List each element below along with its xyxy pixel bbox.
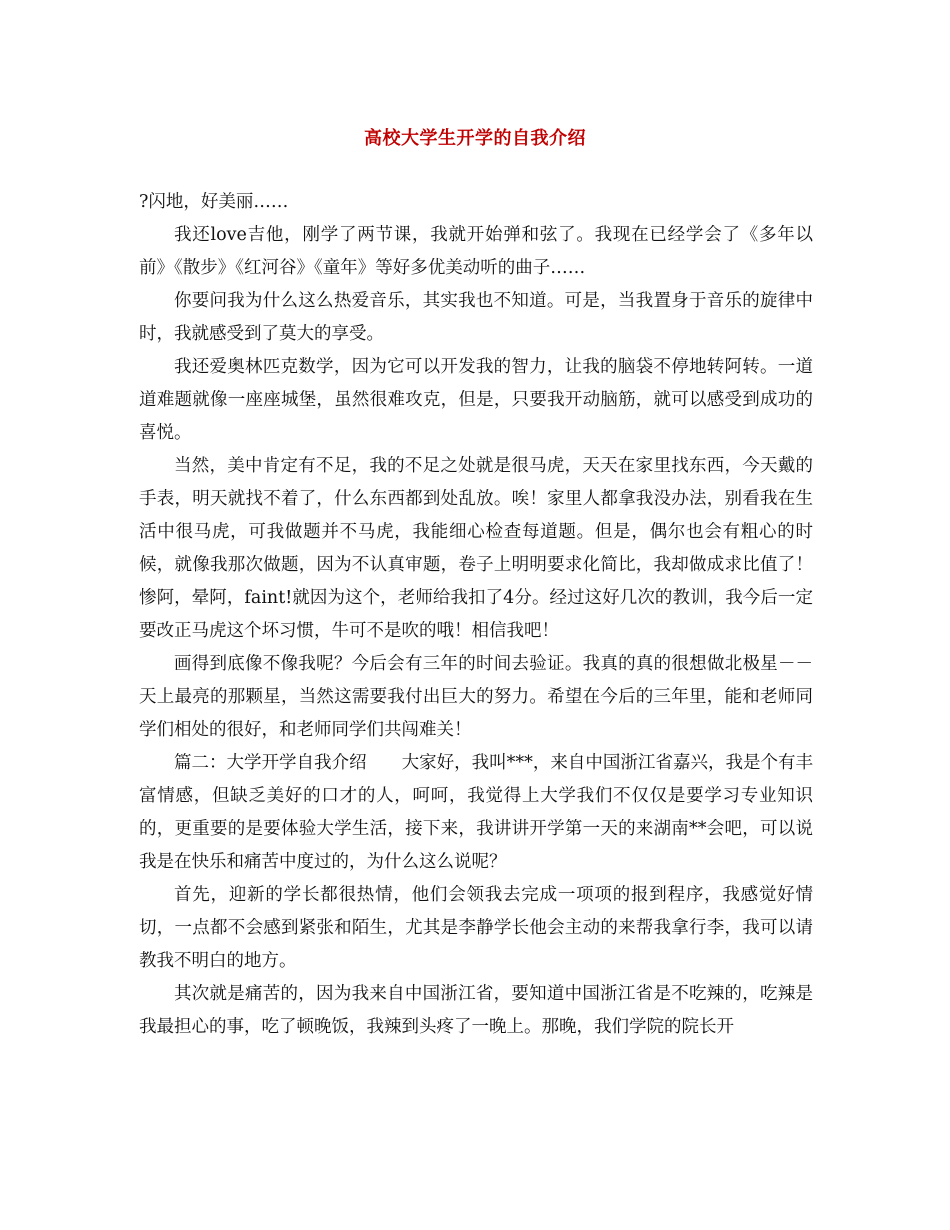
paragraph: 篇二：大学开学自我介绍 大家好，我叫***，来自中国浙江省嘉兴，我是个有丰富情感，但缺乏美好的口才的人，呵呵，我觉得上大学我们不仅仅是要学习专业知识的，更重要的是要体验大学生活，接下来，我讲讲开学第一天的来湖南**会吧，可以说我是在快乐和痛苦中度过的，为什么这么说呢？ [139,753,813,872]
paragraph: 我还爱奥林匹克数学，因为它可以开发我的智力，让我的脑袋不停地转阿转。一道道难题就像一座座城堡，虽然很难攻克，但是，只要我开动脑筋，就可以感受到成功的喜悦。 [139,357,813,443]
paragraph: ?闪地，好美丽…… [139,192,289,212]
paragraph: 首先，迎新的学长都很热情，他们会领我去完成一项项的报到程序，我感觉好情切，一点都不会感到紧张和陌生，尤其是李静学长他会主动的来帮我拿行李，我可以请教我不明白的地方。 [139,885,813,971]
paragraph: 我还love吉他，刚学了两节课，我就开始弹和弦了。我现在已经学会了《多年以前》《散步》《红河谷》《童年》等好多优美动听的曲子…… [139,225,813,278]
paragraph: 画得到底像不像我呢？今后会有三年的时间去验证。我真的真的很想做北极星－－天上最亮的那颗星，当然这需要我付出巨大的努力。希望在今后的三年里，能和老师同学们相处的很好，和老师同学们共闯难关！ [139,654,813,740]
paragraph: 你要问我为什么这么热爱音乐，其实我也不知道。可是，当我置身于音乐的旋律中时，我就感受到了莫大的享受。 [139,291,813,344]
paragraph: 其次就是痛苦的，因为我来自中国浙江省，要知道中国浙江省是不吃辣的，吃辣是我最担心的事，吃了顿晚饭，我辣到头疼了一晚上。那晚，我们学院的院长开 [139,984,813,1037]
document-title: 高校大学生开学的自我介绍 [364,128,586,149]
document-body [139,186,813,1044]
paragraph: 当然，美中肯定有不足，我的不足之处就是很马虎，天天在家里找东西，今天戴的手表，明天就找不着了，什么东西都到处乱放。唉！家里人都拿我没办法，别看我在生活中很马虎，可我做题并不马虎，我能细心检查每道题。但是，偶尔也会有粗心的时候，就像我那次做题，因为不认真审题，卷子上明明要求化简比，我却做成求比值了！ 惨阿，晕阿，faint!就因为这个，老师给我扣了4分。经过这好几次的教训，我今后一定要改正马虎这个坏习惯，牛可不是吹的哦！相信我吧！ [139,456,813,641]
